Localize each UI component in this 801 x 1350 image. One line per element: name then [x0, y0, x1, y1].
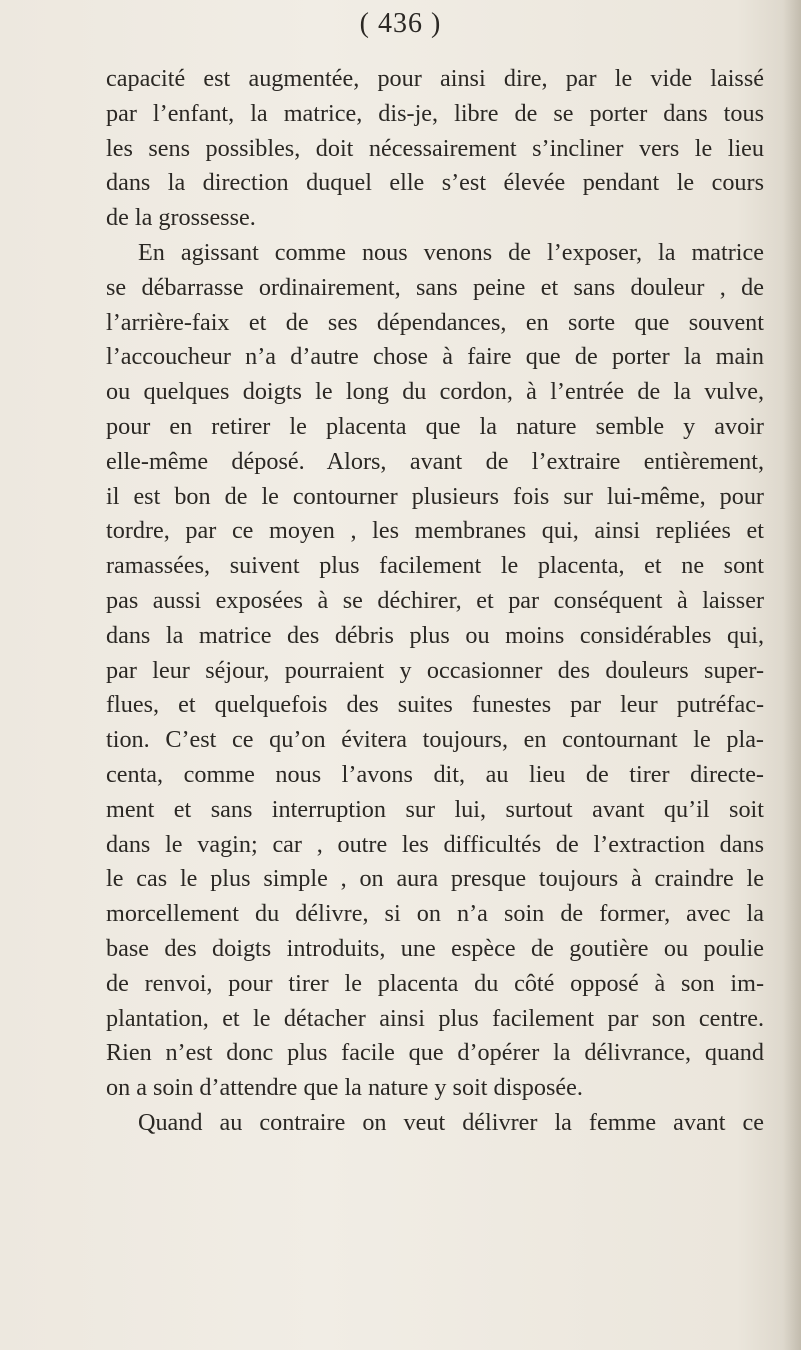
text-line: ment et sans interruption sur lui, surtout avant qu’il soit	[106, 795, 764, 823]
text-line: tion. C’est ce qu’on évitera toujours, en contournant le pla-	[106, 726, 764, 754]
text-line: le cas le plus simple , on aura presque toujours à craindre le	[106, 865, 764, 893]
text-line: l’arrière-faix et de ses dépendances, en sorte que souvent	[106, 308, 764, 336]
text-line: par leur séjour, pourraient y occasionner des douleurs super-	[106, 656, 764, 684]
text-line: de la grossesse.	[106, 204, 256, 232]
page-edge-shadow	[783, 0, 801, 1350]
text-line: l’accoucheur n’a d’autre chose à faire que de porter la main	[106, 343, 764, 371]
text-line: se débarrasse ordinairement, sans peine et sans douleur , de	[106, 273, 764, 301]
text-line: de renvoi, pour tirer le placenta du côté opposé à son im-	[106, 969, 764, 997]
text-line: base des doigts introduits, une espèce de goutière ou poulie	[106, 934, 764, 962]
text-line: elle-même déposé. Alors, avant de l’extraire entièrement,	[106, 447, 764, 475]
text-line: il est bon de le contourner plusieurs fois sur lui-même, pour	[106, 482, 764, 510]
text-line: Quand au contraire on veut délivrer la femme avant ce	[138, 1108, 764, 1136]
text-line: dans le vagin; car , outre les difficultés de l’extraction dans	[106, 830, 764, 858]
text-line: dans la direction duquel elle s’est élevée pendant le cours	[106, 169, 764, 197]
text-line: plantation, et le détacher ainsi plus facilement par son centre.	[106, 1004, 764, 1032]
text-line: tordre, par ce moyen , les membranes qui, ainsi repliées et	[106, 517, 764, 545]
text-line: ramassées, suivent plus facilement le placenta, et ne sont	[106, 552, 764, 580]
body-text	[106, 62, 764, 1141]
text-line: pas aussi exposées à se déchirer, et par conséquent à laisser	[106, 586, 764, 614]
text-line: ou quelques doigts le long du cordon, à l’entrée de la vulve,	[106, 378, 764, 406]
text-line: Rien n’est donc plus facile que d’opérer la délivrance, quand	[106, 1039, 764, 1067]
text-line: par l’enfant, la matrice, dis-je, libre de se porter dans tous	[106, 99, 764, 127]
text-line: pour en retirer le placenta que la nature semble y avoir	[106, 412, 764, 440]
text-line: centa, comme nous l’avons dit, au lieu de tirer directe-	[106, 760, 764, 788]
text-line: on a soin d’attendre que la nature y soit disposée.	[106, 1074, 583, 1102]
text-line: flues, et quelquefois des suites funestes par leur putréfac-	[106, 691, 764, 719]
page-number: ( 436 )	[359, 8, 442, 39]
text-line: capacité est augmentée, pour ainsi dire, par le vide laissé	[106, 65, 764, 92]
text-line: En agissant comme nous venons de l’exposer, la matrice	[138, 238, 764, 266]
text-line: les sens possibles, doit nécessairement s’incliner vers le lieu	[106, 134, 764, 162]
text-line: dans la matrice des débris plus ou moins considérables qui,	[106, 621, 764, 649]
text-line: morcellement du délivre, si on n’a soin de former, avec la	[106, 900, 764, 928]
